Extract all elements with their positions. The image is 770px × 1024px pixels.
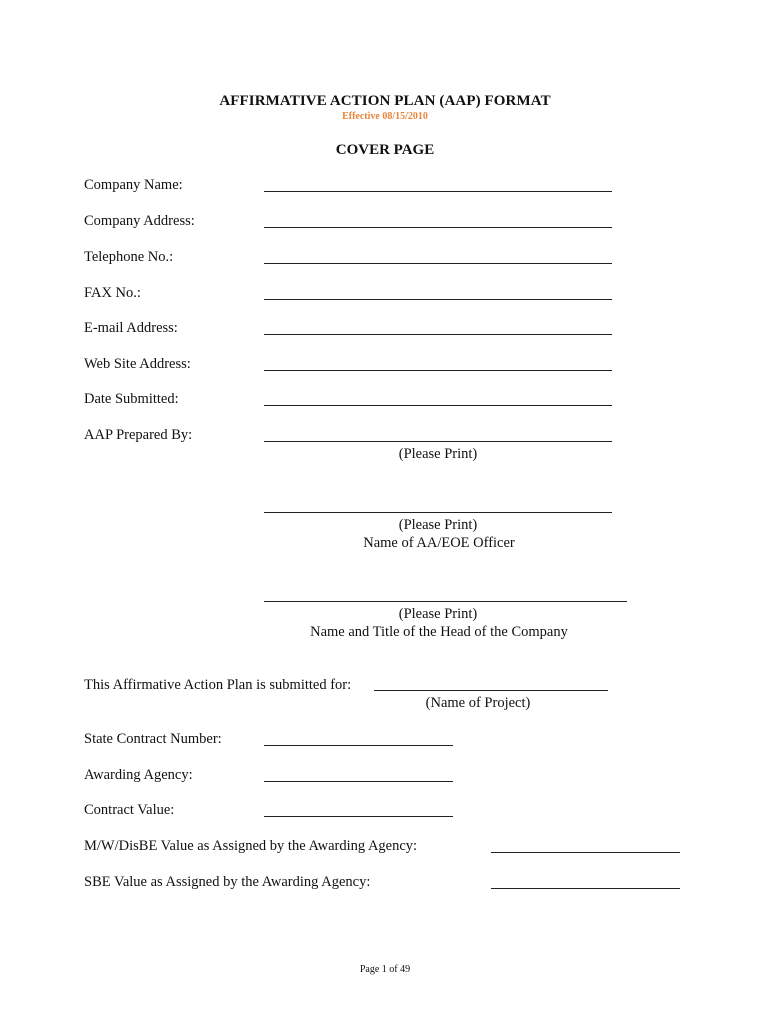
- email-label: E-mail Address:: [84, 320, 178, 336]
- officer-caption: (Please Print): [398, 517, 478, 533]
- section-title: COVER PAGE: [335, 142, 435, 158]
- mwdisbe-value-label: M/W/DisBE Value as Assigned by the Awarding Agency:: [84, 838, 418, 854]
- sbe-value-label: SBE Value as Assigned by the Awarding Agency:: [84, 874, 371, 890]
- state-contract-field[interactable]: [264, 745, 453, 746]
- officer-description: Name of AA/EOE Officer: [363, 535, 515, 551]
- head-description: Name and Title of the Head of the Company: [310, 624, 568, 640]
- prepared-by-label: AAP Prepared By:: [84, 427, 193, 443]
- mwdisbe-value-field[interactable]: [491, 852, 680, 853]
- state-contract-label: State Contract Number:: [84, 731, 222, 747]
- date-submitted-field[interactable]: [264, 405, 612, 406]
- prepared-by-caption: (Please Print): [398, 446, 478, 462]
- company-name-label: Company Name:: [84, 177, 183, 193]
- officer-name-field[interactable]: [264, 512, 612, 513]
- page-number: Page 1 of 49: [359, 964, 411, 975]
- fax-label: FAX No.:: [84, 285, 141, 301]
- effective-date: Effective 08/15/2010: [342, 111, 428, 122]
- date-submitted-label: Date Submitted:: [84, 391, 179, 407]
- company-address-label: Company Address:: [84, 213, 195, 229]
- project-name-field[interactable]: [374, 690, 608, 691]
- awarding-agency-field[interactable]: [264, 781, 453, 782]
- head-name-field[interactable]: [264, 601, 627, 602]
- contract-value-label: Contract Value:: [84, 802, 175, 818]
- fax-field[interactable]: [264, 299, 612, 300]
- prepared-by-field[interactable]: [264, 441, 612, 442]
- sbe-value-field[interactable]: [491, 888, 680, 889]
- company-address-field[interactable]: [264, 227, 612, 228]
- email-field[interactable]: [264, 334, 612, 335]
- submitted-for-label: This Affirmative Action Plan is submitted for:: [84, 677, 352, 693]
- website-label: Web Site Address:: [84, 356, 191, 372]
- telephone-label: Telephone No.:: [84, 249, 174, 265]
- project-caption: (Name of Project): [425, 695, 531, 711]
- contract-value-field[interactable]: [264, 816, 453, 817]
- company-name-field[interactable]: [264, 191, 612, 192]
- awarding-agency-label: Awarding Agency:: [84, 767, 193, 783]
- telephone-field[interactable]: [264, 263, 612, 264]
- website-field[interactable]: [264, 370, 612, 371]
- head-caption: (Please Print): [398, 606, 478, 622]
- document-title: AFFIRMATIVE ACTION PLAN (AAP) FORMAT: [219, 93, 551, 109]
